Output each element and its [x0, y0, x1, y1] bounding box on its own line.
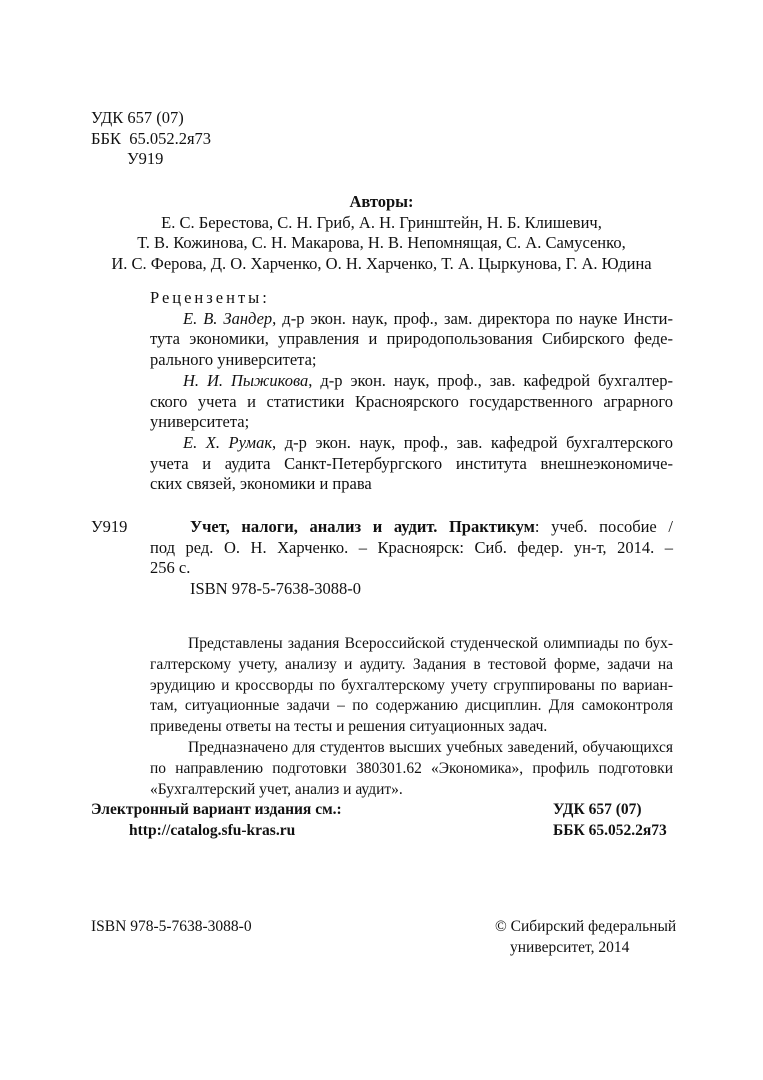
reviewer-line [150, 433, 673, 454]
reviewer-line [150, 309, 673, 330]
reviewer-text: , д-р экон. наук, проф., зав. кафедрой бухгалтер- [308, 370, 673, 390]
reviewer-name: Е. Х. Румак [183, 432, 273, 452]
bibliography-text: : учеб. пособие / [534, 517, 673, 536]
abstract-line: Представлены задания Всероссийской студенческой олимпиады по бух- [188, 635, 673, 652]
copyright-line: © Сибирский федеральный [495, 918, 677, 935]
authors-title [60, 192, 703, 213]
reviewer-line: ского учета и статистики Красноярского государственного аграрного [150, 391, 673, 411]
catalog-link[interactable]: http://catalog.sfu-kras.ru [129, 821, 296, 839]
copyright-line: университет, 2014 [510, 938, 630, 956]
authors-line: Т. В. Кожинова, С. Н. Макарова, Н. В. Непомнящая, С. А. Самусенко, [137, 233, 626, 253]
udk-code: УДК 657 (07) [91, 108, 184, 127]
abstract-line: «Бухгалтерский учет, анализ и аудит». [150, 780, 403, 798]
authors-block [60, 192, 703, 275]
bbk-code: ББК 65.052.2я73 [91, 128, 212, 148]
abstract-line: приведены ответы на тесты и решения ситуационных задач. [150, 718, 548, 736]
abstract-line: Предназначено для студентов высших учебных заведений, обучающихся [188, 738, 673, 756]
electronic-classification [553, 800, 667, 841]
classification-header [91, 108, 211, 170]
book-title: Учет, налоги, анализ и аудит. Практикум [190, 517, 535, 536]
electronic-label: Электронный вариант издания см.: [91, 801, 342, 818]
bibliography-line [150, 517, 673, 538]
reviewer-name: Н. И. Пыжикова [183, 370, 309, 390]
authors-line: Е. С. Берестова, С. Н. Гриб, А. Н. Гринштейн, Н. Б. Клишевич, [161, 212, 602, 232]
copyright [495, 917, 676, 958]
reviewer-text: , д-р экон. наук, проф., зав. кафедрой бухгалтерского [272, 432, 673, 452]
reviewer-name: Е. В. Зандер [183, 308, 273, 328]
bibliography-line: 256 с. [150, 558, 191, 578]
abstract [150, 634, 673, 800]
authors-title-text: Авторы: [349, 192, 414, 211]
abstract-line: галтерскому учету, анализу и аудиту. Задания в тестовой форме, задачи на [150, 655, 673, 673]
reviewer-line: рального университета; [150, 350, 317, 370]
bibliography-line: под ред. О. Н. Харченко. – Красноярск: Сиб. федер. ун-т, 2014. – [150, 537, 673, 557]
reviewers-title: Рецензенты: [150, 288, 270, 307]
electronic-version [91, 800, 342, 841]
udk-code-bold: УДК 657 (07) [553, 801, 642, 818]
abstract-line: по направлению подготовки 380301.62 «Экономика», профиль подготовки [150, 759, 673, 777]
footer-isbn: ISBN 978-5-7638-3088-0 [91, 918, 252, 935]
reviewer-line [150, 371, 673, 392]
reviewer-line: ских связей, экономики и права [150, 474, 372, 494]
bbk-code-bold: ББК 65.052.2я73 [553, 821, 667, 839]
abstract-line: там, ситуационные задачи – по содержанию дисциплин. Для самоконтроля [150, 697, 673, 715]
abstract-line: эрудицию и кроссворды по бухгалтерскому учету сгруппированы по вариан- [150, 676, 673, 694]
bibliography-code: У919 [91, 517, 128, 536]
reviewer-line: учета и аудита Санкт-Петербургского института внешнеэкономиче- [150, 453, 673, 473]
reviewer-text: , д-р экон. наук, проф., зам. директора по науке Инсти- [272, 308, 673, 328]
isbn: ISBN 978-5-7638-3088-0 [190, 579, 361, 599]
reviewers-block [150, 288, 673, 495]
author-mark: У919 [127, 149, 164, 169]
authors-line: И. С. Ферова, Д. О. Харченко, О. Н. Харченко, Т. А. Цыркунова, Г. А. Юдина [111, 254, 652, 274]
reviewer-line: университета; [150, 412, 250, 432]
bibliography-entry [150, 517, 673, 600]
reviewer-line: тута экономики, управления и природопользования Сибирского феде- [150, 329, 673, 349]
